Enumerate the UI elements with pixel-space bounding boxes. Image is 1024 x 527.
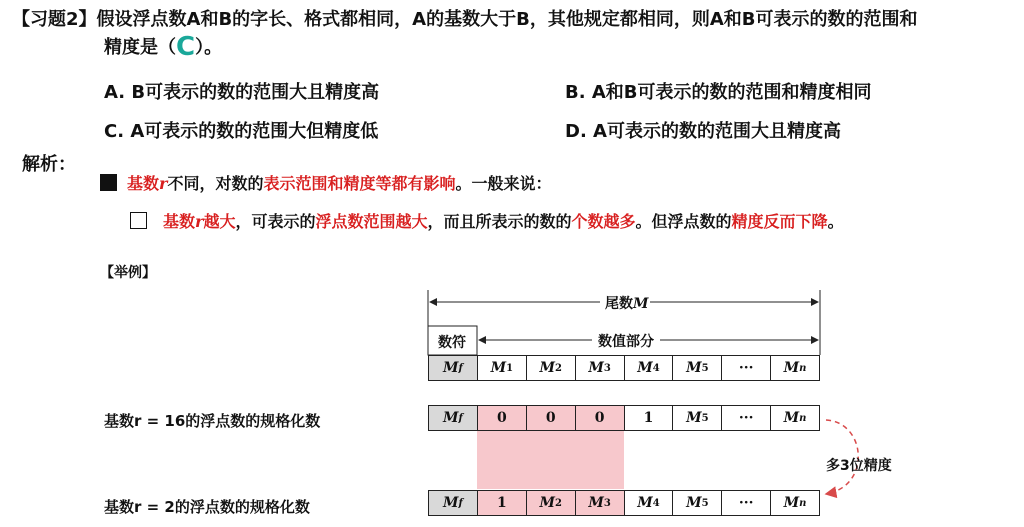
b1-red2: 表示范围和精度等都有影响: [263, 174, 456, 193]
precision-note: 多3位精度: [826, 458, 892, 474]
cell-m1: M 1: [477, 356, 526, 380]
option-c: C. A可表示的数的范围大但精度低: [104, 121, 379, 142]
cell-m2: M 2: [526, 356, 575, 380]
b1-r: r: [159, 174, 168, 193]
mantissa-label-text: 尾数: [605, 296, 633, 312]
b2-red2: 浮点数范围越大: [315, 212, 428, 231]
b1-p1: 基数: [127, 174, 160, 193]
cell-zero: 0: [575, 406, 624, 430]
format-row-r16: [428, 405, 820, 431]
question-line1: 假设浮点数A和B的字长、格式都相同，A的基数大于B，其他规定都相同，则A和B可表示的数的范围和: [96, 9, 918, 30]
b2-red1: 基数: [163, 212, 196, 231]
b2-red3: 个数越多: [571, 212, 636, 231]
cell-mn: M n: [770, 406, 819, 430]
row16-label: 基数r = 16的浮点数的规格化数: [104, 412, 321, 430]
cell-m2: M 2: [526, 491, 575, 515]
cell-ellipsis: ···: [721, 491, 770, 515]
b2-red1b: 越大: [203, 212, 236, 231]
format-row-header: [428, 355, 820, 381]
cell-mn: M n: [770, 491, 819, 515]
question-line2-after: ）。: [195, 37, 223, 58]
cell-zero: 0: [477, 406, 526, 430]
cell-mf: M f: [429, 406, 477, 430]
analysis-heading: 解析：: [22, 154, 76, 175]
cell-m3: M 3: [575, 491, 624, 515]
cell-m5: M 5: [672, 406, 721, 430]
b2-p2: ，而且所表示的数的: [427, 212, 572, 231]
cell-m4: M 4: [624, 356, 673, 380]
cell-zero: 0: [526, 406, 575, 430]
option-b: B. A和B可表示的数的范围和精度相同: [565, 82, 872, 103]
b2-p3: 。但浮点数的: [635, 212, 732, 231]
format-row-r2: [428, 490, 820, 516]
question-prefix: 【习题2】: [12, 9, 97, 30]
option-d: D. A可表示的数的范围大且精度高: [565, 121, 841, 142]
row2-label: 基数r = 2的浮点数的规格化数: [104, 498, 310, 516]
cell-mf: M f: [429, 491, 477, 515]
cell-m4: M 4: [624, 491, 673, 515]
mantissa-label: [605, 293, 649, 313]
cell-ellipsis: ···: [721, 356, 770, 380]
b2-p4: 。: [827, 212, 844, 231]
example-tag: 【举例】: [100, 265, 156, 281]
b1-p3: 。一般来说：: [455, 174, 552, 193]
cell-mf: M f: [429, 356, 477, 380]
cell-m3: M 3: [575, 356, 624, 380]
b2-red4: 精度反而下降: [731, 212, 828, 231]
mantissa-var: M: [633, 296, 649, 312]
b2-r: r: [195, 212, 204, 231]
option-a: A. B可表示的数的范围大且精度高: [104, 82, 380, 103]
sign-label: 数符: [438, 335, 466, 351]
cell-mn: M n: [770, 356, 819, 380]
value-label: 数值部分: [596, 331, 656, 351]
cell-m5: M 5: [672, 491, 721, 515]
cell-ellipsis: ···: [721, 406, 770, 430]
cell-one: 1: [624, 406, 673, 430]
answer-letter: C: [176, 32, 196, 62]
cell-one: 1: [477, 491, 526, 515]
b2-p1: ，可表示的: [235, 212, 316, 231]
question-line2-before: 精度是（: [104, 37, 176, 58]
cell-m5: M 5: [672, 356, 721, 380]
b1-p2: 不同，对数的: [167, 174, 264, 193]
